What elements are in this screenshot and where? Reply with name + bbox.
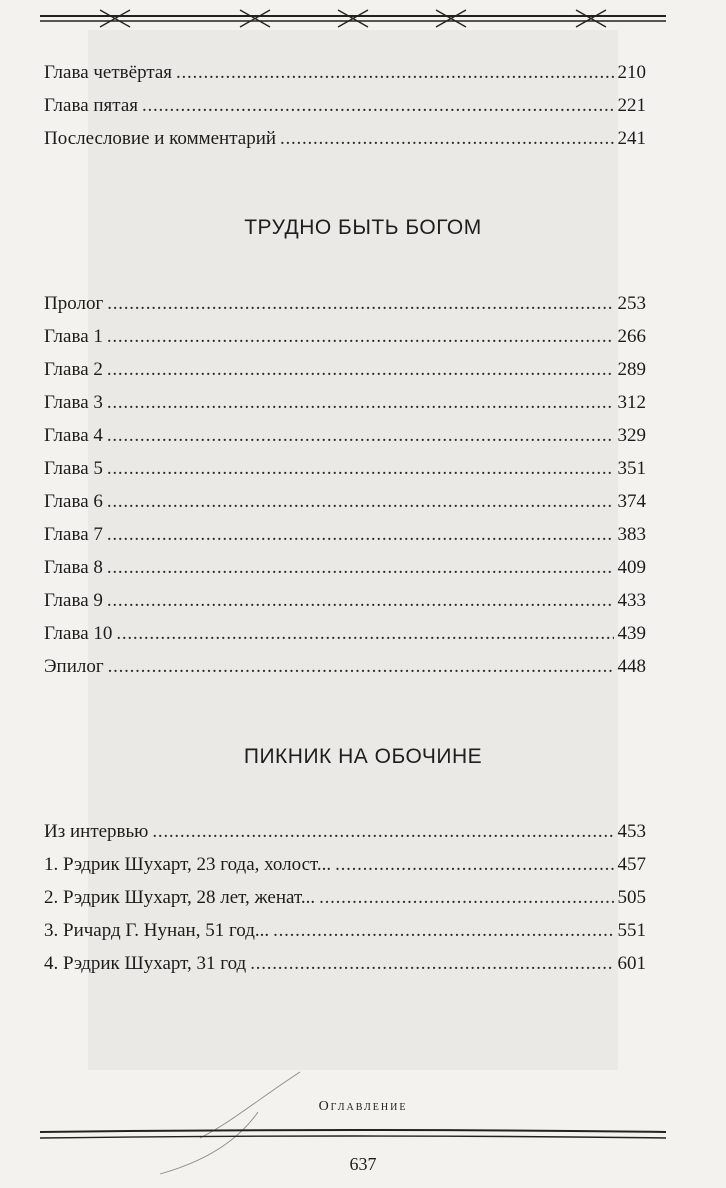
entry-page-number: 329: [617, 425, 646, 446]
entry-page-number: 433: [617, 590, 646, 611]
entry-page-number: 351: [617, 458, 646, 479]
leader-dots: [107, 452, 614, 485]
entry-page-number: 221: [617, 95, 646, 116]
bottom-ornament-rule: [40, 1126, 666, 1146]
leader-dots: [107, 518, 614, 551]
toc-entry[interactable]: [44, 89, 646, 122]
toc-entry[interactable]: [44, 386, 646, 419]
leader-dots: [107, 485, 614, 518]
entry-label: Глава 10: [44, 623, 113, 644]
entry-label: Пролог: [44, 293, 104, 314]
leader-dots: [273, 914, 613, 947]
toc-entry[interactable]: [44, 650, 646, 683]
toc-entry[interactable]: [44, 122, 646, 155]
entry-label: Глава 6: [44, 491, 103, 512]
entry-label: Глава 8: [44, 557, 103, 578]
entry-page-number: 253: [617, 293, 646, 314]
entry-page-number: 312: [617, 392, 646, 413]
entry-page-number: 289: [617, 359, 646, 380]
toc-entry[interactable]: [44, 848, 646, 881]
leader-dots: [116, 617, 613, 650]
toc-section-continued: [44, 56, 646, 155]
entry-label: Глава 5: [44, 458, 103, 479]
entry-label: Глава 9: [44, 590, 103, 611]
entry-page-number: 457: [617, 854, 646, 875]
entry-label: Глава 7: [44, 524, 103, 545]
section-heading-hard-to-be-a-god: ТРУДНО БЫТЬ БОГОМ: [244, 216, 482, 239]
toc-entry[interactable]: [44, 320, 646, 353]
toc-entry[interactable]: [44, 551, 646, 584]
section-heading-roadside-picnic: ПИКНИК НА ОБОЧИНЕ: [243, 745, 483, 768]
entry-label: Глава 1: [44, 326, 103, 347]
entry-label: Эпилог: [44, 656, 104, 677]
toc-entry[interactable]: [44, 419, 646, 452]
toc-entry[interactable]: [44, 485, 646, 518]
leader-dots: [107, 287, 613, 320]
toc-entry[interactable]: [44, 914, 646, 947]
leader-dots: [107, 419, 614, 452]
toc-entry[interactable]: [44, 518, 646, 551]
leader-dots: [176, 56, 613, 89]
entry-page-number: 374: [617, 491, 646, 512]
entry-page-number: 439: [617, 623, 646, 644]
entry-page-number: 383: [617, 524, 646, 545]
toc-entry[interactable]: [44, 881, 646, 914]
leader-dots: [142, 89, 614, 122]
entry-page-number: 601: [617, 953, 646, 974]
entry-page-number: 505: [617, 887, 646, 908]
entry-page-number: 266: [617, 326, 646, 347]
top-ornament-rule: [40, 6, 666, 32]
leader-dots: [250, 947, 613, 980]
entry-label: Из интервью: [44, 821, 149, 842]
toc-entry[interactable]: [44, 452, 646, 485]
entry-label: Глава четвёртая: [44, 62, 173, 83]
toc-entry[interactable]: [44, 617, 646, 650]
leader-dots: [107, 584, 614, 617]
toc-entry[interactable]: [44, 947, 646, 980]
entry-label: 1. Рэдрик Шухарт, 23 года, холост...: [44, 854, 332, 875]
entry-page-number: 448: [617, 656, 646, 677]
entry-label: 4. Рэдрик Шухарт, 31 год: [44, 953, 247, 974]
entry-label: Послесловие и комментарий: [44, 128, 277, 149]
leader-dots: [319, 881, 613, 914]
leader-dots: [152, 815, 613, 848]
entry-label: Глава 2: [44, 359, 103, 380]
entry-page-number: 453: [617, 821, 646, 842]
leader-dots: [108, 650, 614, 683]
toc-entry[interactable]: [44, 353, 646, 386]
toc-entry[interactable]: [44, 56, 646, 89]
entry-label: Глава 3: [44, 392, 103, 413]
entry-page-number: 241: [617, 128, 646, 149]
leader-dots: [107, 320, 614, 353]
entry-page-number: 551: [617, 920, 646, 941]
toc-entry[interactable]: [44, 287, 646, 320]
entry-page-number: 409: [617, 557, 646, 578]
toc-section-hard-to-be-a-god: [44, 287, 646, 683]
toc-section-roadside-picnic: [44, 815, 646, 980]
entry-label: Глава пятая: [44, 95, 138, 116]
entry-page-number: 210: [617, 62, 646, 83]
toc-entry[interactable]: [44, 584, 646, 617]
running-head: Оглавление: [318, 1099, 408, 1114]
entry-label: 2. Рэдрик Шухарт, 28 лет, женат...: [44, 887, 316, 908]
leader-dots: [107, 353, 614, 386]
leader-dots: [335, 848, 613, 881]
leader-dots: [280, 122, 613, 155]
page-number: 637: [349, 1154, 377, 1174]
leader-dots: [107, 551, 614, 584]
toc-entry[interactable]: [44, 815, 646, 848]
leader-dots: [107, 386, 614, 419]
entry-label: Глава 4: [44, 425, 103, 446]
entry-label: 3. Ричард Г. Нунан, 51 год...: [44, 920, 270, 941]
